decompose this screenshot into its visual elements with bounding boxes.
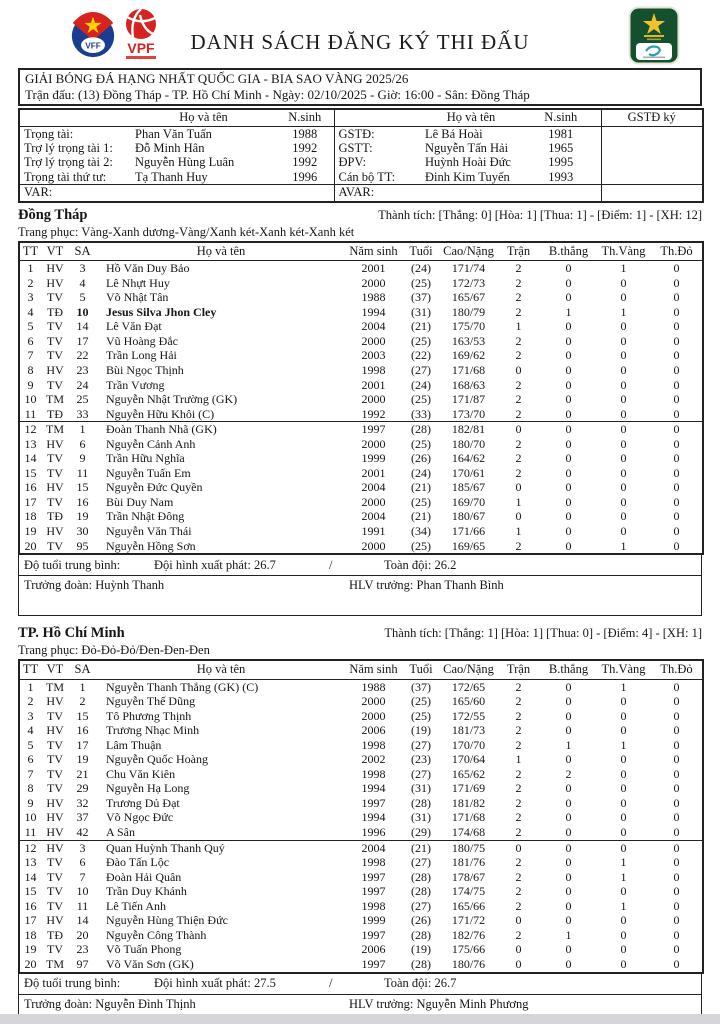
team-manager: Trưởng đoàn: Nguyễn Đình Thịnh	[24, 996, 196, 1011]
official-row: Trợ lý trọng tài 2: Nguyễn Hùng Luân 1992 ĐPV: Huỳnh Hoài Đức 1995	[24, 155, 574, 170]
staff-row	[18, 576, 702, 616]
player-row: 12 TM 1 Đoàn Thanh Nhã (GK) 1997 (28) 182/81 0 0 0 0	[19, 422, 703, 437]
column-header: Họ và tên	[96, 242, 346, 261]
column-header: SA	[69, 660, 96, 679]
player-row: 20 TM 97 Võ Văn Sơn (GK) 1997 (28) 180/76 0 0 0 0	[24, 956, 680, 971]
column-header: B.thắng	[541, 660, 596, 679]
column-header: Trận	[496, 660, 541, 679]
players-header-row	[19, 242, 703, 261]
column-header: Cao/Nặng	[441, 242, 496, 261]
column-header: TT	[19, 660, 41, 679]
player-row: 19 HV 30 Nguyễn Văn Thái 1991 (34) 171/66 1 0 0 0	[24, 523, 680, 538]
avg-label: Độ tuổi trung bình:	[24, 557, 121, 572]
avg-slash: /	[329, 557, 333, 572]
svg-text:VFF: VFF	[85, 41, 101, 51]
avg-label: Độ tuổi trung bình:	[24, 976, 121, 990]
players-header-row	[19, 660, 703, 679]
league-line: GIẢI BÓNG ĐÁ HẠNG NHẤT QUỐC GIA - BIA SAO VÀNG 2025/26	[25, 71, 409, 86]
column-header: Năm sinh	[346, 242, 401, 261]
officials-col-birth: N.sinh	[276, 109, 334, 126]
column-header: Th.Vàng	[596, 242, 651, 261]
var-row	[19, 185, 703, 202]
match-info-box	[18, 68, 702, 106]
match-line: Trận đấu: (13) Đồng Tháp - TP. Hồ Chí Minh - Ngày: 02/10/2025 - Giờ: 16:00 - Sân: Đồng Tháp	[25, 86, 530, 102]
column-header: Cao/Nặng	[441, 660, 496, 679]
player-row: 14 TV 9 Trần Hữu Nghĩa 1999 (26) 164/62 2 0 0 0	[24, 451, 680, 466]
player-row: 7 TV 21 Chu Văn Kiên 1998 (27) 165/62 2 2 0 0	[27, 766, 680, 781]
column-header: Trận	[496, 242, 541, 261]
club-badge-icon	[628, 6, 680, 71]
scan-edge	[0, 1014, 720, 1024]
sign-cell	[601, 126, 703, 185]
column-header: Tuổi	[401, 660, 441, 679]
avg-starting: Đội hình xuất phát: 26.7	[154, 557, 276, 572]
player-row: 12 HV 3 Quan Huỳnh Thanh Quý 2004 (21) 180/75 0 0 0 0	[19, 840, 703, 855]
column-header: VT	[41, 660, 69, 679]
column-header: Th.Vàng	[596, 660, 651, 679]
svg-text:VPF: VPF	[127, 40, 155, 56]
players-table-dong-thap	[18, 241, 704, 555]
official-row: Trọng tài: Phan Văn Tuấn 1988 GSTĐ: Lê Bá Hoài 1981	[19, 126, 703, 141]
head-coach: HLV trưởng: Nguyễn Minh Phương	[348, 996, 529, 1011]
head-coach: HLV trưởng: Phan Thanh Bình	[348, 578, 504, 593]
column-header: B.thắng	[541, 242, 596, 261]
player-row: 16 TV 11 Lê Tiến Anh 1998 (27) 165/66 2 0 1 0	[24, 898, 680, 913]
player-row: 9 HV 32 Trương Dủ Đạt 1997 (28) 181/82 2 0 0 0	[27, 795, 680, 810]
column-header: Năm sinh	[346, 660, 401, 679]
officials-col-spacer	[334, 109, 421, 126]
player-row: 20 TV 95 Nguyễn Hồng Sơn 2000 (25) 169/65 2 0 1 0	[24, 538, 680, 553]
avg-whole-team: Toàn đội: 26.7	[384, 976, 457, 990]
document-header	[18, 0, 702, 68]
avg-whole-team: Toàn đội: 26.2	[384, 557, 457, 572]
team-name: Đồng Tháp	[18, 206, 88, 223]
player-row: 9 TV 24 Trần Vương 2001 (24) 168/63 2 0 0 0	[27, 377, 680, 392]
player-row: 17 TV 16 Bùi Duy Nam 2000 (25) 169/70 1 0 0 0	[24, 494, 680, 509]
player-row: 13 HV 6 Nguyễn Cảnh Anh 2000 (25) 180/70 2 0 0 0	[24, 436, 680, 451]
player-row: 2 HV 4 Lê Nhựt Huy 2000 (25) 172/73 2 0 0 0	[27, 275, 680, 290]
player-row: 2 HV 2 Nguyễn Thế Dũng 2000 (25) 165/60 2 0 0 0	[27, 694, 680, 709]
player-row: 8 TV 29 Nguyễn Hạ Long 1994 (31) 171/69 2 0 0 0	[27, 781, 680, 796]
team-kit: Trang phục: Đỏ-Đỏ-Đỏ/Đen-Đen-Đen	[18, 643, 210, 658]
vff-logo-icon	[70, 9, 116, 66]
officials-col-sign: GSTĐ ký	[601, 109, 703, 126]
official-row: Trọng tài thứ tư: Tạ Thanh Huy 1996 Cán bộ TT: Đinh Kim Tuyến 1993	[24, 169, 574, 184]
average-age-row	[18, 974, 702, 995]
player-row: 10 TM 25 Nguyễn Nhật Trường (GK) 2000 (25) 171/87 2 0 0 0	[24, 392, 680, 407]
player-row: 17 HV 14 Nguyễn Hùng Thiện Đức 1999 (26) 171/72 0 0 0 0	[24, 913, 680, 928]
player-row: 11 TĐ 33 Nguyễn Hữu Khôi (C) 1992 (33) 173/70 2 0 0 0	[24, 406, 680, 421]
player-row: 15 TV 10 Trần Duy Khánh 1997 (28) 174/75 2 0 0 0	[24, 884, 680, 899]
team-manager: Trưởng đoàn: Huỳnh Thanh	[24, 578, 165, 593]
avg-slash: /	[329, 976, 333, 990]
player-row: 4 HV 16 Trương Nhạc Minh 2006 (19) 181/73 2 0 0 0	[27, 723, 680, 738]
player-row: 3 TV 5 Võ Nhật Tân 1988 (37) 165/67 2 0 0 0	[27, 290, 680, 305]
player-row: 7 TV 22 Trần Long Hải 2003 (22) 169/62 2 0 0 0	[27, 348, 680, 363]
officials-col-name: Họ và tên	[131, 109, 276, 126]
team-kit: Trang phục: Vàng-Xanh dương-Vàng/Xanh két-Xanh két-Xanh két	[18, 224, 355, 239]
vpf-logo-icon	[120, 7, 162, 68]
player-row: 18 TĐ 20 Nguyễn Công Thành 1997 (28) 182/76 2 1 0 0	[24, 927, 680, 942]
column-header: TT	[19, 242, 41, 261]
player-row: 14 TV 7 Đoàn Hải Quân 1997 (28) 178/67 2 0 1 0	[24, 869, 680, 884]
player-row: 6 TV 17 Vũ Hoàng Đắc 2000 (25) 163/53 2 0 0 0	[27, 333, 680, 348]
player-row: 6 TV 19 Nguyễn Quốc Hoàng 2002 (23) 170/64 1 0 0 0	[27, 752, 680, 767]
player-row: 1 TM 1 Nguyễn Thanh Thắng (GK) (C) 1988 (37) 172/65 2 0 1 0	[27, 679, 680, 694]
average-age-row	[18, 555, 702, 576]
player-row: 19 TV 23 Võ Tuấn Phong 2006 (19) 175/66 0 0 0 0	[24, 942, 680, 957]
player-row: 1 HV 3 Hồ Văn Duy Bảo 2001 (24) 171/74 2 0 1 0	[27, 261, 680, 276]
player-row: 10 HV 37 Võ Ngọc Đức 1994 (31) 171/68 2 0 0 0	[24, 810, 680, 825]
player-row: 5 TV 17 Lâm Thuận 1998 (27) 170/70 2 1 1 0	[27, 737, 680, 752]
team-record: Thành tích: [Thắng: 0] [Hòa: 1] [Thua: 1] - [Điểm: 1] - [XH: 12]	[378, 207, 702, 222]
column-header: SA	[69, 242, 96, 261]
player-row: 11 HV 42 A Sân 1996 (29) 174/68 2 0 0 0	[24, 825, 680, 840]
team-name: TP. Hồ Chí Minh	[18, 625, 125, 642]
column-header: VT	[41, 242, 69, 261]
team-record: Thành tích: [Thắng: 1] [Hòa: 1] [Thua: 0] - [Điểm: 4] - [XH: 1]	[384, 626, 702, 641]
column-header: Họ và tên	[96, 660, 346, 679]
player-row: 18 TĐ 19 Trần Nhật Đông 2004 (21) 180/67 0 0 0 0	[24, 509, 680, 524]
official-row: Trợ lý trọng tài 1: Đỗ Minh Hân 1992 GSTT: Nguyễn Tấn Hải 1965	[24, 140, 574, 155]
team-section-dong-thap	[18, 207, 702, 616]
column-header: Th.Đỏ	[651, 242, 703, 261]
player-row: 16 HV 15 Nguyễn Đức Quyền 2004 (21) 185/67 0 0 0 0	[24, 480, 680, 495]
team-section-tp-hcm	[18, 625, 702, 1024]
officials-col-name: Họ và tên	[421, 109, 521, 126]
player-row: 15 TV 11 Nguyễn Tuấn Em 2001 (24) 170/61 2 0 0 0	[24, 465, 680, 480]
player-row: 5 TV 14 Lê Văn Đạt 2004 (21) 175/70 1 0 0 0	[27, 319, 680, 334]
var-label: VAR:	[19, 185, 334, 202]
officials-col-birth: N.sinh	[521, 109, 601, 126]
page-title: DANH SÁCH ĐĂNG KÝ THI ĐẤU	[190, 30, 530, 54]
sign-cell	[601, 185, 703, 202]
column-header: Th.Đỏ	[651, 660, 703, 679]
player-row: 4 TĐ 10 Jesus Silva Jhon Cley 1994 (31) 180/79 2 1 1 0	[27, 304, 680, 319]
officials-table	[18, 108, 704, 203]
player-row: 8 HV 23 Bùi Ngọc Thịnh 1998 (27) 171/68 0 0 0 0	[27, 362, 680, 377]
avg-starting: Đội hình xuất phát: 27.5	[154, 976, 276, 990]
player-row: 3 TV 15 Tô Phương Thịnh 2000 (25) 172/55 2 0 0 0	[27, 708, 680, 723]
officials-col-spacer	[19, 109, 131, 126]
avar-label: AVAR:	[334, 185, 601, 202]
player-row: 13 TV 6 Đào Tấn Lộc 1998 (27) 181/76 2 0 1 0	[24, 855, 680, 870]
column-header: Tuổi	[401, 242, 441, 261]
players-table-tp-hcm	[18, 659, 704, 973]
